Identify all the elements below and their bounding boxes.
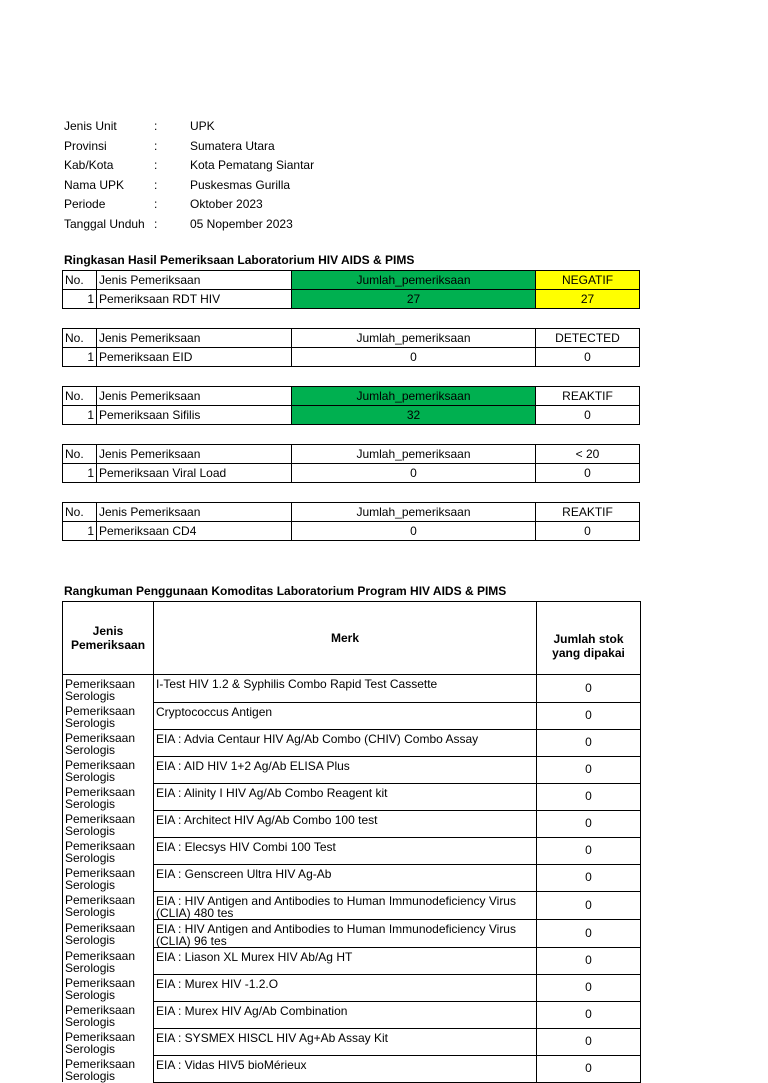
result-header: REAKTIF (536, 503, 640, 522)
stok-cell: 0 (537, 810, 641, 837)
stok-cell: 0 (537, 919, 641, 947)
summary-header-row (63, 329, 640, 348)
merk-cell: EIA : Murex HIV Ag/Ab Combination (156, 1003, 348, 1018)
jenis-cell: Pemeriksaan RDT HIV (97, 290, 292, 309)
jenis-cell: Pemeriksaan Serologis (65, 785, 136, 811)
result-header: DETECTED (536, 329, 640, 348)
jenis-header: Jenis Pemeriksaan (97, 503, 292, 522)
stok-cell: 0 (537, 675, 641, 703)
summary-data-row (63, 348, 640, 367)
info-value: UPK (190, 119, 215, 133)
stok-cell: 0 (537, 729, 641, 756)
jenis-cell: Pemeriksaan CD4 (97, 522, 292, 541)
jumlah-cell: 27 (292, 290, 536, 309)
info-value: Oktober 2023 (190, 197, 263, 211)
ringkasan-title: Ringkasan Hasil Pemeriksaan Laboratorium HIV AIDS & PIMS (64, 253, 415, 267)
komoditas-row (63, 837, 641, 864)
no-header: No. (63, 503, 97, 522)
jenis-header: Jenis Pemeriksaan (97, 329, 292, 348)
jumlah-header: Jumlah_pemeriksaan (292, 271, 536, 290)
jenis-cell: Pemeriksaan Serologis (65, 1030, 136, 1056)
summary-header-row (63, 271, 640, 290)
header-stok: Jumlah stok yang dipakai (537, 602, 641, 675)
summary-data-row (63, 406, 640, 425)
komoditas-row (63, 974, 641, 1001)
merk-cell: EIA : SYSMEX HISCL HIV Ag+Ab Assay Kit (156, 1030, 388, 1045)
info-label: Nama UPK (64, 177, 125, 192)
info-value: Puskesmas Gurilla (190, 177, 291, 192)
jenis-cell: Pemeriksaan Sifilis (97, 406, 292, 425)
komoditas-row (63, 756, 641, 783)
komoditas-row (63, 864, 641, 891)
jenis-cell: Pemeriksaan Serologis (65, 839, 136, 865)
merk-cell: EIA : Advia Centaur HIV Ag/Ab Combo (CHIV) Combo Assay (156, 731, 479, 746)
result-cell: 0 (536, 522, 640, 541)
no-cell: 1 (63, 348, 97, 367)
merk-cell: EIA : Genscreen Ultra HIV Ag-Ab (156, 866, 332, 881)
info-separator: : (154, 177, 158, 192)
stok-cell: 0 (537, 864, 641, 891)
header-jenis: Jenis Pemeriksaan (63, 602, 154, 675)
jumlah-header: Jumlah_pemeriksaan (292, 445, 536, 464)
summary-data-row (63, 522, 640, 541)
info-label: Tanggal Unduh (64, 216, 145, 231)
komoditas-row (63, 891, 641, 919)
stok-cell: 0 (537, 702, 641, 729)
merk-cell: EIA : Alinity I HIV Ag/Ab Combo Reagent kit (156, 785, 388, 800)
stok-cell: 0 (537, 891, 641, 919)
komoditas-row (63, 947, 641, 974)
info-label: Kab/Kota (64, 158, 114, 172)
summary-table (62, 502, 640, 541)
jenis-cell: Pemeriksaan Serologis (65, 1057, 136, 1083)
merk-cell: EIA : Liason XL Murex HIV Ab/Ag HT (156, 949, 353, 964)
info-label: Jenis Unit (64, 119, 117, 133)
stok-cell: 0 (537, 974, 641, 1001)
komoditas-table (62, 601, 641, 1083)
merk-cell: I-Test HIV 1.2 & Syphilis Combo Rapid Test Cassette (156, 677, 438, 691)
summary-header-row (63, 387, 640, 406)
jenis-header: Jenis Pemeriksaan (97, 445, 292, 464)
info-separator: : (154, 197, 158, 211)
summary-header-row (63, 445, 640, 464)
no-header: No. (63, 445, 97, 464)
summary-table (62, 270, 640, 309)
merk-cell: EIA : Elecsys HIV Combi 100 Test (156, 839, 336, 854)
result-cell: 0 (536, 348, 640, 367)
jenis-cell: Pemeriksaan Serologis (65, 704, 136, 730)
summary-data-row (63, 464, 640, 483)
merk-cell: EIA : HIV Antigen and Antibodies to Human Immunodeficiency Virus (CLIA) 480 tes (156, 893, 516, 920)
komoditas-row (63, 675, 641, 703)
merk-cell: EIA : HIV Antigen and Antibodies to Human Immunodeficiency Virus (CLIA) 96 tes (156, 921, 516, 948)
jumlah-cell: 0 (292, 522, 536, 541)
summary-data-row (63, 290, 640, 309)
no-header: No. (63, 271, 97, 290)
no-cell: 1 (63, 290, 97, 309)
jenis-cell: Pemeriksaan EID (97, 348, 292, 367)
jumlah-cell: 0 (292, 348, 536, 367)
merk-cell: EIA : Architect HIV Ag/Ab Combo 100 test (156, 812, 378, 827)
jenis-cell: Pemeriksaan Serologis (65, 812, 136, 838)
merk-cell: EIA : Murex HIV -1.2.O (156, 976, 279, 991)
komoditas-row (63, 919, 641, 947)
no-header: No. (63, 329, 97, 348)
summary-header-row (63, 503, 640, 522)
jenis-header: Jenis Pemeriksaan (97, 387, 292, 406)
result-header: REAKTIF (536, 387, 640, 406)
jumlah-header: Jumlah_pemeriksaan (292, 387, 536, 406)
komoditas-row (63, 1028, 641, 1055)
info-value: 05 Nopember 2023 (190, 216, 293, 231)
no-cell: 1 (63, 522, 97, 541)
jenis-header: Jenis Pemeriksaan (97, 271, 292, 290)
merk-cell: EIA : Vidas HIV5 bioMérieux (156, 1057, 307, 1072)
stok-cell: 0 (537, 1055, 641, 1082)
jenis-cell: Pemeriksaan Serologis (65, 976, 136, 1002)
info-separator: : (154, 158, 158, 172)
jumlah-cell: 32 (292, 406, 536, 425)
info-separator: : (154, 119, 158, 133)
jenis-cell: Pemeriksaan Viral Load (97, 464, 292, 483)
jenis-cell: Pemeriksaan Serologis (65, 866, 136, 892)
header-merk: Merk (154, 602, 537, 675)
jenis-cell: Pemeriksaan Serologis (65, 731, 136, 757)
jumlah-header: Jumlah_pemeriksaan (292, 503, 536, 522)
jenis-cell: Pemeriksaan Serologis (65, 677, 136, 703)
summary-table (62, 328, 640, 367)
stok-cell: 0 (537, 837, 641, 864)
info-separator: : (154, 216, 158, 231)
jenis-cell: Pemeriksaan Serologis (65, 1003, 136, 1029)
result-header: NEGATIF (536, 271, 640, 290)
komoditas-row (63, 810, 641, 837)
stok-cell: 0 (537, 783, 641, 810)
summary-table (62, 444, 640, 483)
komoditas-row (63, 1055, 641, 1082)
merk-cell: EIA : AID HIV 1+2 Ag/Ab ELISA Plus (156, 758, 350, 773)
result-cell: 27 (536, 290, 640, 309)
stok-cell: 0 (537, 1001, 641, 1028)
no-cell: 1 (63, 464, 97, 483)
jenis-cell: Pemeriksaan Serologis (65, 758, 136, 784)
jenis-cell: Pemeriksaan Serologis (65, 921, 136, 947)
jenis-cell: Pemeriksaan Serologis (65, 949, 136, 975)
result-header: < 20 (536, 445, 640, 464)
info-value: Sumatera Utara (190, 138, 275, 153)
info-label: Periode (64, 197, 106, 211)
result-cell: 0 (536, 406, 640, 425)
jenis-cell: Pemeriksaan Serologis (65, 893, 136, 919)
no-header: No. (63, 387, 97, 406)
jumlah-cell: 0 (292, 464, 536, 483)
no-cell: 1 (63, 406, 97, 425)
komoditas-row (63, 783, 641, 810)
rangkuman-title: Rangkuman Penggunaan Komoditas Laboratorium Program HIV AIDS & PIMS (64, 584, 507, 598)
stok-cell: 0 (537, 756, 641, 783)
info-value: Kota Pematang Siantar (190, 158, 315, 172)
stok-cell: 0 (537, 947, 641, 974)
jumlah-header: Jumlah_pemeriksaan (292, 329, 536, 348)
info-label: Provinsi (64, 138, 107, 153)
result-cell: 0 (536, 464, 640, 483)
summary-table (62, 386, 640, 425)
merk-cell: Cryptococcus Antigen (156, 704, 273, 719)
stok-cell: 0 (537, 1028, 641, 1055)
komoditas-row (63, 729, 641, 756)
info-separator: : (154, 138, 158, 153)
komoditas-row (63, 702, 641, 729)
